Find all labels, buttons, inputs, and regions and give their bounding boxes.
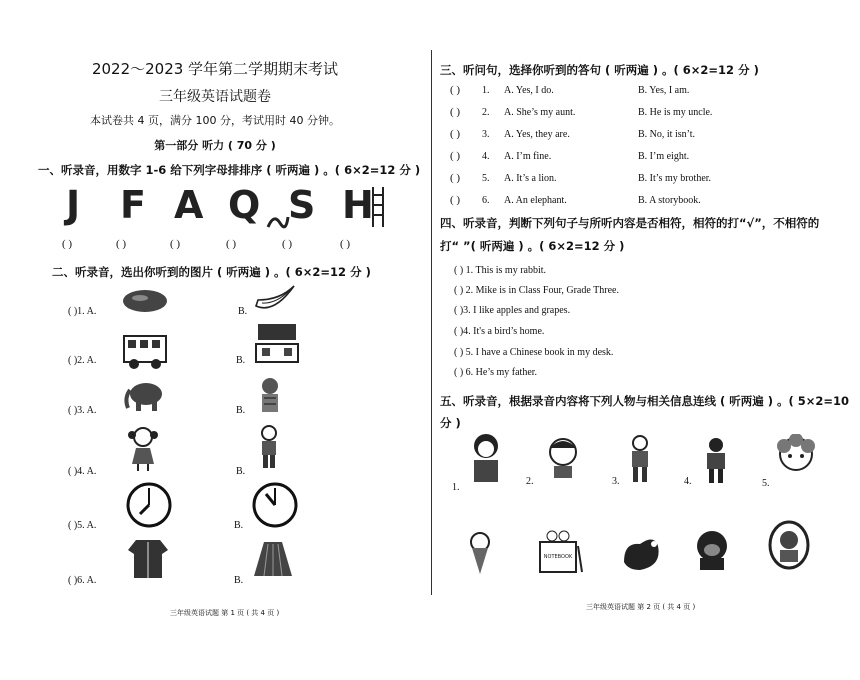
bus-icon xyxy=(122,330,168,372)
q4-1: ( ) 1. This is my rabbit. xyxy=(454,265,547,276)
ladder-icon xyxy=(371,187,385,227)
q3-2-option-a: A. She’s my aunt. xyxy=(504,107,576,118)
letter-card-2: F xyxy=(120,183,146,227)
monkey-picture xyxy=(690,528,736,572)
clock-eleven-icon xyxy=(252,482,298,528)
section2-heading: 二、听录音，选出你听到的图片 ( 听两遍 ) 。( 6×2=12 分 ) xyxy=(52,265,371,279)
person-3-number: 3. xyxy=(612,476,620,487)
letter-card-1: J xyxy=(66,183,81,227)
q3-4-option-b: B. I’m eight. xyxy=(638,151,690,162)
item-6-label: ( )6. A. xyxy=(68,575,97,586)
person-4-picture xyxy=(702,436,730,484)
answer-blank-5[interactable]: ( ) xyxy=(282,238,293,250)
item-6-b-label: B. xyxy=(234,575,244,586)
answer-blank-1[interactable]: ( ) xyxy=(62,238,73,250)
girl-icon xyxy=(126,426,160,472)
clock-seven-icon xyxy=(126,482,172,528)
section5-heading-line1: 五、听录音，根据录音内容将下列人物与相关信息连线 ( 听两遍 ) 。( 5×2=10 xyxy=(440,394,850,408)
q4-3: ( )3. I like apples and grapes. xyxy=(454,305,571,316)
item-5-label: ( )5. A. xyxy=(68,520,97,531)
q4-5: ( ) 5. I have a Chinese book in my desk. xyxy=(454,347,614,358)
notebook-label: NOTEBOOK xyxy=(543,554,573,560)
person-5-picture xyxy=(776,434,816,478)
q3-1-option-b: B. Yes, I am. xyxy=(638,85,690,96)
rooster-picture xyxy=(618,532,664,574)
tiger-icon xyxy=(256,376,284,414)
person-1-number: 1. xyxy=(452,482,460,493)
item-5-b-label: B. xyxy=(234,520,244,531)
item-3-label: ( )3. A. xyxy=(68,405,97,416)
q3-2-option-b: B. He is my uncle. xyxy=(638,107,713,118)
q3-5-num: 5. xyxy=(482,173,490,184)
answer-blank-6[interactable]: ( ) xyxy=(340,238,351,250)
section4-heading-line2: 打“ ”( 听两遍 ) 。( 6×2=12 分 ) xyxy=(440,239,625,253)
q3-3-num: 3. xyxy=(482,129,490,140)
person-1-picture xyxy=(468,432,504,484)
q3-5-option-b: B. It’s my brother. xyxy=(638,173,712,184)
q4-2: ( ) 2. Mike is in Class Four, Grade Three. xyxy=(454,285,619,296)
letter-card-4: Q xyxy=(228,183,261,227)
notebook-picture xyxy=(536,528,584,576)
q3-3-option-a: A. Yes, they are. xyxy=(504,129,570,140)
item-4-label: ( )4. A. xyxy=(68,466,97,477)
item-1-b-label: B. xyxy=(238,306,248,317)
section4-heading-line1: 四、听录音，判断下列句子与所听内容是否相符，相符的打“√”，不相符的 xyxy=(440,216,820,230)
bread-icon xyxy=(122,288,168,314)
q3-1-num: 1. xyxy=(482,85,490,96)
q3-2-num: 2. xyxy=(482,107,490,118)
banana-icon xyxy=(254,282,296,312)
q3-3-paren[interactable]: ( ) xyxy=(450,128,461,140)
q3-1-paren[interactable]: ( ) xyxy=(450,84,461,96)
answer-blank-3[interactable]: ( ) xyxy=(170,238,181,250)
exam-subtitle: 三年级英语试题卷 xyxy=(159,89,271,105)
portrait-picture xyxy=(768,520,810,570)
q3-1-option-a: A. Yes, I do. xyxy=(504,85,554,96)
person-5-number: 5. xyxy=(762,478,770,489)
section3-heading: 三、听问句，选择你听到的答句 ( 听两遍 ) 。( 6×2=12 分 ) xyxy=(440,63,759,77)
q3-3-option-b: B. No, it isn’t. xyxy=(638,129,696,140)
item-2-label: ( )2. A. xyxy=(68,355,97,366)
item-4-b-label: B. xyxy=(236,466,246,477)
q3-4-option-a: A. I’m fine. xyxy=(504,151,552,162)
elephant-icon xyxy=(122,380,166,412)
letter-card-3: A xyxy=(174,183,204,227)
letters-row xyxy=(56,183,386,233)
q3-6-num: 6. xyxy=(482,195,490,206)
q3-4-paren[interactable]: ( ) xyxy=(450,150,461,162)
item-2-b-label: B. xyxy=(236,355,246,366)
part-heading: 第一部分 听力 ( 70 分 ) xyxy=(154,139,276,152)
snake-icon xyxy=(266,211,290,231)
item-3-b-label: B. xyxy=(236,405,246,416)
q3-6-option-b: B. A storybook. xyxy=(638,195,701,206)
answer-blank-4[interactable]: ( ) xyxy=(226,238,237,250)
item-1-label: ( )1. A. xyxy=(68,306,97,317)
answer-blank-2[interactable]: ( ) xyxy=(116,238,127,250)
jacket-icon xyxy=(126,536,170,580)
letter-card-6: H xyxy=(342,183,374,227)
exam-title: 2022～2023 学年第二学期期末考试 xyxy=(91,60,339,78)
q3-2-paren[interactable]: ( ) xyxy=(450,106,461,118)
section5-heading-line2: 分 ) xyxy=(440,416,461,430)
school-icon xyxy=(254,322,300,364)
q3-6-option-a: A. An elephant. xyxy=(504,195,567,206)
person-2-picture xyxy=(544,436,582,480)
skirt-icon xyxy=(252,540,294,578)
page-footer-1: 三年级英语试题 第 1 页 ( 共 4 页 ) xyxy=(170,609,280,617)
boy-icon xyxy=(256,424,282,470)
q3-6-paren[interactable]: ( ) xyxy=(450,194,461,206)
exam-info: 本试卷共 4 页，满分 100 分，考试用时 40 分钟。 xyxy=(90,114,340,127)
ice-cream-picture xyxy=(468,532,492,576)
q4-6: ( ) 6. He’s my father. xyxy=(454,367,538,378)
q3-5-option-a: A. It’s a lion. xyxy=(504,173,557,184)
q3-5-paren[interactable]: ( ) xyxy=(450,172,461,184)
page-footer-2: 三年级英语试题 第 2 页 ( 共 4 页 ) xyxy=(586,603,696,611)
exam-page-2 xyxy=(432,0,860,680)
person-2-number: 2. xyxy=(526,476,534,487)
q4-4: ( )4. It's a bird’s home. xyxy=(454,326,545,337)
person-3-picture xyxy=(626,434,654,484)
letter-card-5: S xyxy=(288,183,316,227)
section1-heading: 一、听录音，用数字 1-6 给下列字母排排序 ( 听两遍 ) 。( 6×2=12 分 ) xyxy=(38,163,421,177)
q3-4-num: 4. xyxy=(482,151,490,162)
person-4-number: 4. xyxy=(684,476,692,487)
